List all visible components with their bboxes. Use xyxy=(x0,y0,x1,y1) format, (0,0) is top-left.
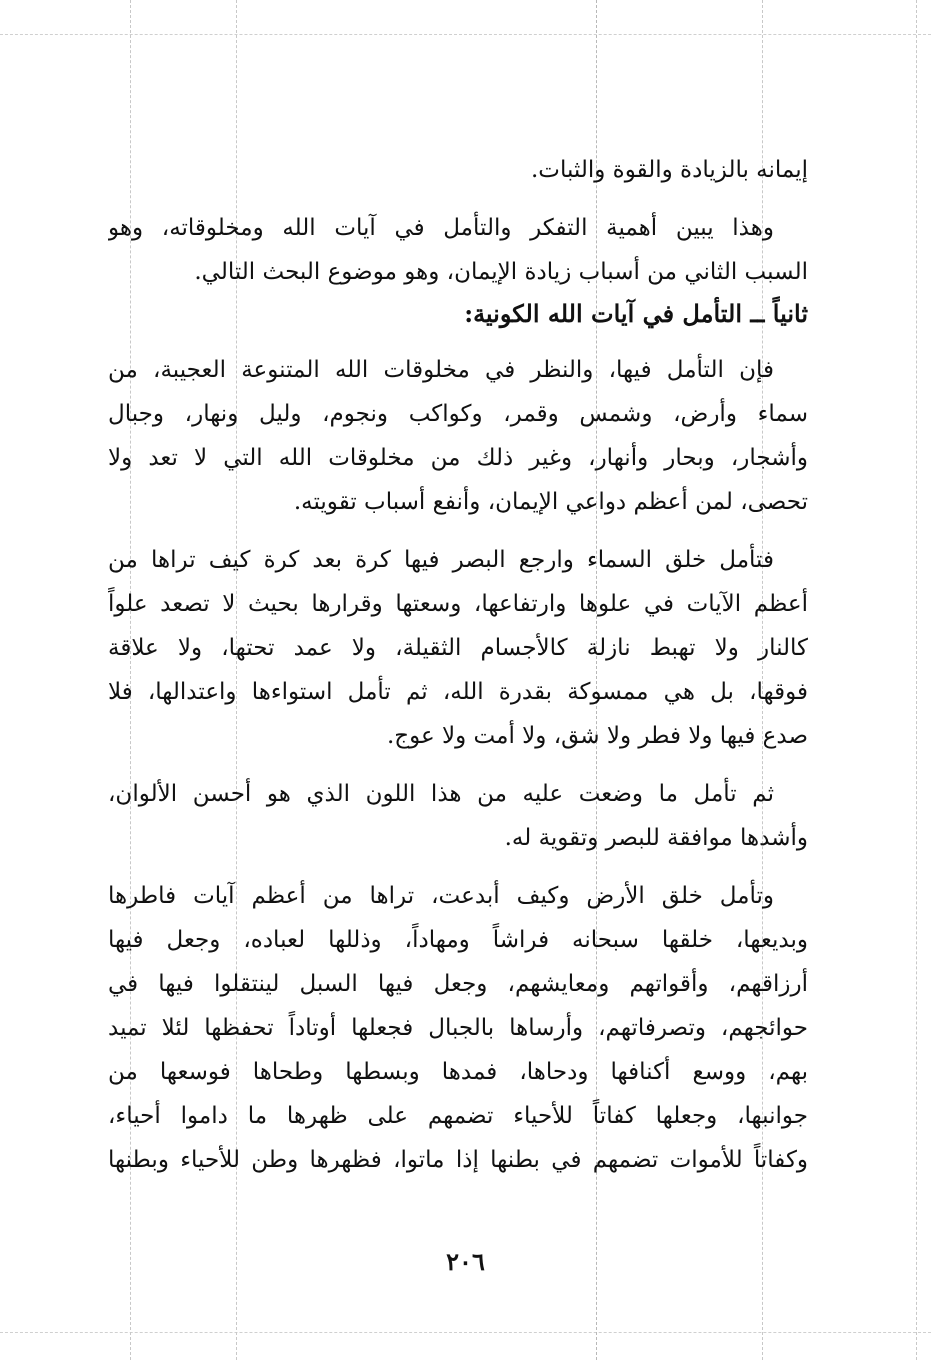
paragraph-1 xyxy=(108,148,808,192)
scan-artifact-line-top xyxy=(0,34,931,35)
page-number: ٢٠٦ xyxy=(446,1247,485,1276)
paragraph-2 xyxy=(108,206,808,294)
paragraph-line: جوانبها، وجعلها كفاتاً للأحياء تضمهم على ظهرها ما داموا أحياء، xyxy=(108,1103,808,1129)
paragraph-line: وبديعها، خلقها سبحانه فراشاً ومهاداً، وذللها لعباده، وجعل فيها xyxy=(108,927,808,953)
paragraph-line: أعظم الآيات في علوها وارتفاعها، وسعتها وقرارها بحيث لا تصعد علواً xyxy=(108,591,808,617)
paragraph-line: سماء وأرض، وشمس وقمر، وكواكب ونجوم، وليل ونهار، وجبال xyxy=(108,401,808,427)
paragraph-line: فإن التأمل فيها، والنظر في مخلوقات الله المتنوعة العجيبة، من xyxy=(108,357,774,383)
paragraph-5 xyxy=(108,772,808,860)
paragraph-gap xyxy=(108,192,808,206)
paragraph-line: وكفاتاً للأموات تضمهم في بطنها إذا ماتوا، فظهرها وطن للأحياء وبطنها xyxy=(108,1147,808,1173)
scan-artifact-line-bottom xyxy=(0,1332,931,1333)
paragraph-line: وأشجار، وبحار وأنهار، وغير ذلك من مخلوقات الله التي لا تعد ولا xyxy=(108,445,808,471)
paragraph-gap xyxy=(108,860,808,874)
paragraph-line: السبب الثاني من أسباب زيادة الإيمان، وهو موضوع البحث التالي. xyxy=(194,259,808,285)
scan-artifact-line-right-2 xyxy=(916,0,917,1360)
section-heading: ثانياً ــ التأمل في آيات الله الكونية: xyxy=(464,299,808,328)
paragraph-gap xyxy=(108,524,808,538)
page-body xyxy=(108,148,808,1182)
paragraph-line: فوقها، بل هي ممسوكة بقدرة الله، ثم تأمل استواءها واعتدالها، فلا xyxy=(108,679,808,705)
paragraph-line: حوائجهم، وتصرفاتهم، وأرساها بالجبال فجعلها أوتاداً تحفظها لئلا تميد xyxy=(108,1015,808,1041)
paragraph-line: إيمانه بالزيادة والقوة والثبات. xyxy=(531,157,808,183)
paragraph-line: وهذا يبين أهمية التفكر والتأمل في آيات الله ومخلوقاته، وهو xyxy=(108,215,774,241)
paragraph-line: وأشدها موافقة للبصر وتقوية له. xyxy=(504,825,808,851)
paragraph-6 xyxy=(108,874,808,1182)
paragraph-line: وتأمل خلق الأرض وكيف أبدعت، تراها من أعظم آيات فاطرها xyxy=(108,883,774,909)
paragraph-line: فتأمل خلق السماء وارجع البصر فيها كرة بعد كرة كيف تراها من xyxy=(108,547,774,573)
paragraph-line: كالنار ولا تهبط نازلة كالأجسام الثقيلة، ولا عمد تحتها، ولا علاقة xyxy=(108,635,808,661)
paragraph-4 xyxy=(108,538,808,758)
paragraph-line: ثم تأمل ما وضعت عليه من هذا اللون الذي هو أحسن الألوان، xyxy=(108,781,774,807)
paragraph-line: أرزاقهم، وأقواتهم ومعايشهم، وجعل فيها السبل لينتقلوا فيها في xyxy=(108,971,808,997)
paragraph-gap xyxy=(108,334,808,348)
paragraph-line: بهم، ووسع أكنافها ودحاها، فمدها وبسطها وطحاها فوسعها من xyxy=(108,1059,808,1085)
paragraph-line: تحصى، لمن أعظم دواعي الإيمان، وأنفع أسباب تقويته. xyxy=(293,489,808,515)
paragraph-3 xyxy=(108,348,808,524)
paragraph-gap xyxy=(108,758,808,772)
paragraph-line: صدع فيها ولا فطر ولا شق، ولا أمت ولا عوج. xyxy=(386,723,808,749)
